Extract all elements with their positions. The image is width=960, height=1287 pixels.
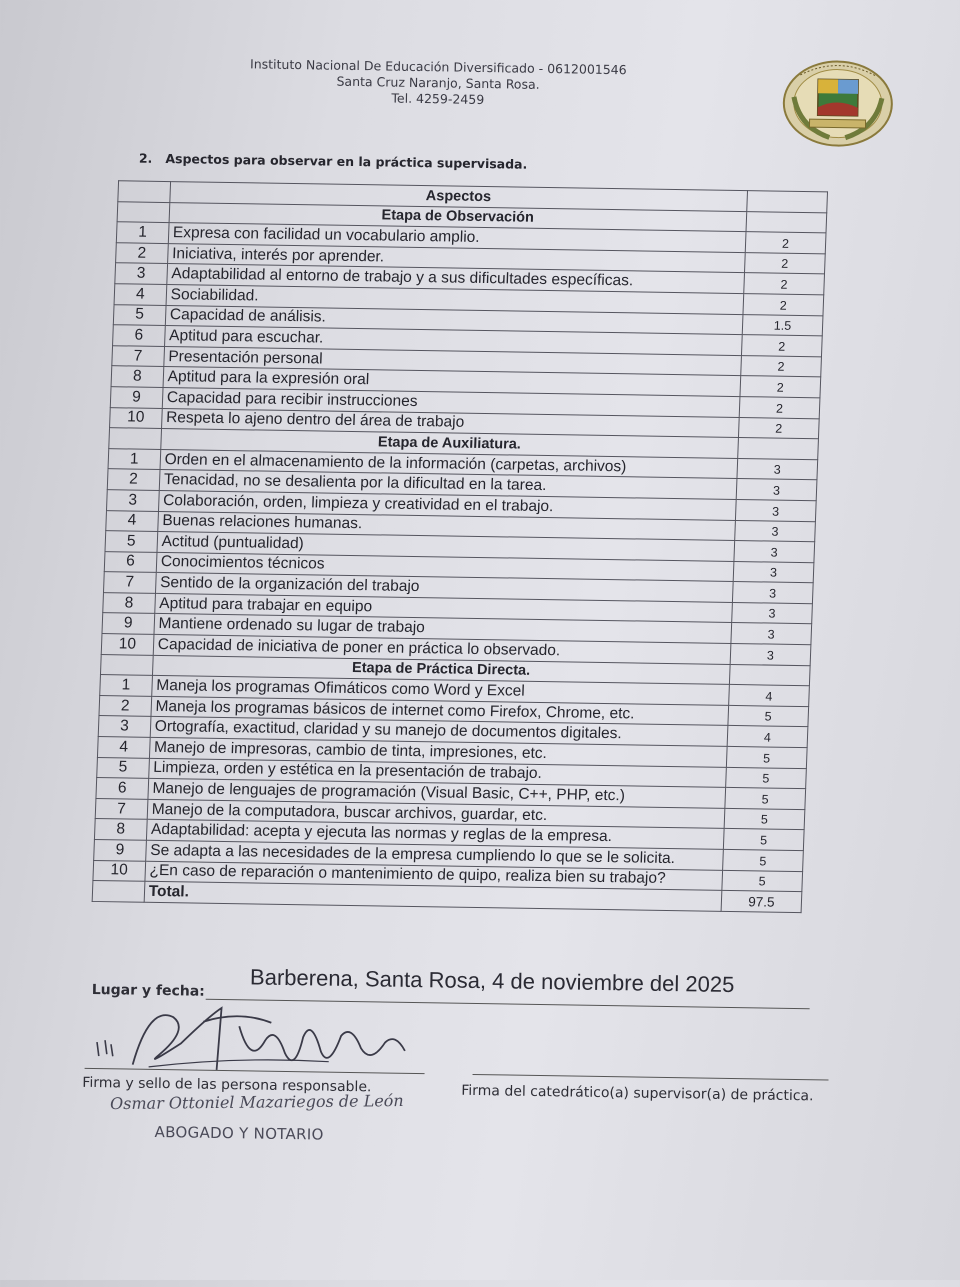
item-score: 1.5 (742, 314, 823, 336)
item-score: 3 (733, 561, 814, 583)
item-number: 8 (111, 366, 163, 387)
item-score: 4 (728, 685, 809, 707)
item-number: 7 (95, 798, 147, 819)
item-description: Aptitud para la expresión oral (163, 367, 741, 397)
item-score: 5 (722, 849, 803, 871)
item-score: 3 (732, 602, 813, 624)
item-number: 5 (97, 757, 149, 778)
item-score: 2 (743, 294, 824, 316)
aspects-table (92, 180, 828, 913)
item-description: Ortografía, exactitud, claridad y su manejo de documentos digitales. (150, 717, 728, 747)
item-number: 2 (107, 469, 159, 490)
item-number: 1 (100, 675, 152, 696)
item-description: Mantiene ordenado su lugar de trabajo (154, 614, 732, 644)
section-title-text: Aspectos para observar en la práctica supervisada. (165, 151, 528, 172)
item-number: 4 (114, 284, 166, 305)
item-number: 8 (103, 592, 155, 613)
item-number: 2 (99, 695, 151, 716)
item-number: 6 (96, 778, 148, 799)
item-number: 5 (105, 531, 157, 552)
item-description: Colaboración, orden, limpieza y creatividad en el trabajo. (158, 490, 736, 520)
institution-address: Santa Cruz Naranjo, Santa Rosa. (336, 73, 540, 92)
section-title (139, 151, 528, 172)
item-number: 10 (93, 860, 145, 881)
item-description: Capacidad para recibir instrucciones (162, 387, 740, 417)
item-score: 5 (723, 829, 804, 851)
item-number: 6 (113, 325, 165, 346)
item-score: 3 (735, 520, 816, 542)
item-score: 5 (728, 705, 809, 727)
item-number: 5 (113, 304, 165, 325)
item-description: Presentación personal (164, 346, 742, 376)
item-score: 2 (744, 252, 825, 274)
item-description: Manejo de la computadora, buscar archivos, guardar, etc. (147, 799, 725, 829)
place-date-label: Lugar y fecha: (91, 981, 205, 1000)
item-description: Tenacidad, no se desalienta por la dificultad en la tarea. (159, 470, 737, 500)
item-number: 3 (115, 263, 167, 284)
supervisor-signature-line (473, 1074, 829, 1081)
item-description: Iniciativa, interés por aprender. (167, 243, 745, 273)
item-number: 7 (103, 572, 155, 593)
item-score: 2 (739, 396, 820, 418)
item-description: Manejo de lenguajes de programación (Visual Basic, C++, PHP, etc.) (148, 779, 726, 809)
item-number: 3 (107, 490, 159, 511)
item-description: Adaptabilidad al entorno de trabajo y a sus dificultades específicas. (167, 264, 745, 294)
item-score: 3 (735, 499, 816, 521)
item-description: Respeta lo ajeno dentro del área de trabajo (161, 408, 739, 438)
item-description: Capacidad de iniciativa de poner en práctica lo observado. (153, 634, 731, 664)
item-number: 9 (94, 839, 146, 860)
item-description: Adaptabilidad: acepta y ejecuta las normas y reglas de la empresa. (146, 820, 724, 850)
item-description: Maneja los programas básicos de internet como Firefox, Chrome, etc. (151, 696, 729, 726)
section-number: 2. (138, 150, 153, 166)
item-score: 4 (727, 726, 808, 748)
item-score: 3 (736, 479, 817, 501)
item-score: 2 (745, 232, 826, 254)
item-number: 10 (101, 634, 153, 655)
item-score: 5 (725, 767, 806, 789)
item-description: Limpieza, orden y estética en la presentación de trabajo. (148, 758, 726, 788)
item-number: 2 (116, 243, 168, 264)
stamp-name: Osmar Ottoniel Mazariegos de León (109, 1091, 404, 1114)
item-number: 6 (104, 551, 156, 572)
supervisor-signature-label: Firma del catedrático(a) supervisor(a) de práctica. (461, 1082, 814, 1105)
item-description: Maneja los programas Ofimáticos como Word y Excel (151, 676, 729, 706)
institution-header (238, 56, 639, 110)
total-value: 97.5 (721, 891, 802, 913)
item-number: 9 (102, 613, 154, 634)
item-description: Expresa con facilidad un vocabulario amplio. (168, 223, 746, 253)
item-score: 3 (732, 582, 813, 604)
stage-title: Etapa de Práctica Directa. (152, 655, 730, 685)
item-description: Manejo de impresoras, cambio de tinta, impresiones, etc. (149, 737, 727, 767)
item-score: 3 (731, 623, 812, 645)
item-description: Aptitud para trabajar en equipo (154, 593, 732, 623)
responsible-signature-label: Firma y sello de las persona responsable. (82, 1074, 372, 1096)
stage-title: Etapa de Observación (169, 202, 747, 232)
item-number: 8 (94, 819, 146, 840)
institution-name: Instituto Nacional De Educación Diversificado - 0612001546 (249, 56, 627, 78)
item-score: 3 (737, 458, 818, 480)
school-seal-icon (779, 57, 896, 151)
item-score: 2 (744, 273, 825, 295)
item-score: 2 (740, 376, 821, 398)
item-description: Buenas relaciones humanas. (157, 511, 735, 541)
institution-phone: Tel. 4259-2459 (391, 90, 485, 108)
item-score: 5 (722, 870, 803, 892)
item-description: Sentido de la organización del trabajo (155, 573, 733, 603)
item-description: Capacidad de análisis. (165, 305, 743, 335)
item-description: Sociabilidad. (166, 285, 744, 315)
item-number: 4 (97, 737, 149, 758)
item-score: 2 (741, 335, 822, 357)
item-number: 4 (106, 510, 158, 531)
item-number: 3 (98, 716, 150, 737)
item-score: 3 (730, 644, 811, 666)
item-score: 2 (738, 417, 819, 439)
item-score: 2 (741, 355, 822, 377)
item-description: ¿En caso de reparación o mantenimiento de quipo, realiza bien su trabajo? (145, 861, 723, 891)
item-number: 1 (108, 448, 160, 469)
item-description: Conocimientos técnicos (156, 552, 734, 582)
item-score: 5 (725, 788, 806, 810)
item-description: Actitud (puntualidad) (157, 532, 735, 562)
item-number: 1 (116, 222, 168, 243)
item-number: 10 (110, 407, 162, 428)
item-description: Orden en el almacenamiento de la información (carpetas, archivos) (160, 449, 738, 479)
item-description: Aptitud para escuchar. (164, 326, 742, 356)
stamp-title: ABOGADO Y NOTARIO (154, 1122, 324, 1144)
item-score: 5 (724, 808, 805, 830)
item-description: Se adapta a las necesidades de la empresa cumpliendo lo que se le solicita. (145, 840, 723, 870)
place-date-value: Barberena, Santa Rosa, 4 de noviembre del 2025 (249, 964, 735, 998)
item-number: 9 (110, 387, 162, 408)
total-label: Total. (144, 881, 722, 911)
table-header-label: Aspectos (170, 182, 748, 212)
item-score: 3 (734, 541, 815, 563)
stage-title: Etapa de Auxiliatura. (160, 429, 738, 459)
item-score: 5 (726, 746, 807, 768)
item-number: 7 (112, 345, 164, 366)
